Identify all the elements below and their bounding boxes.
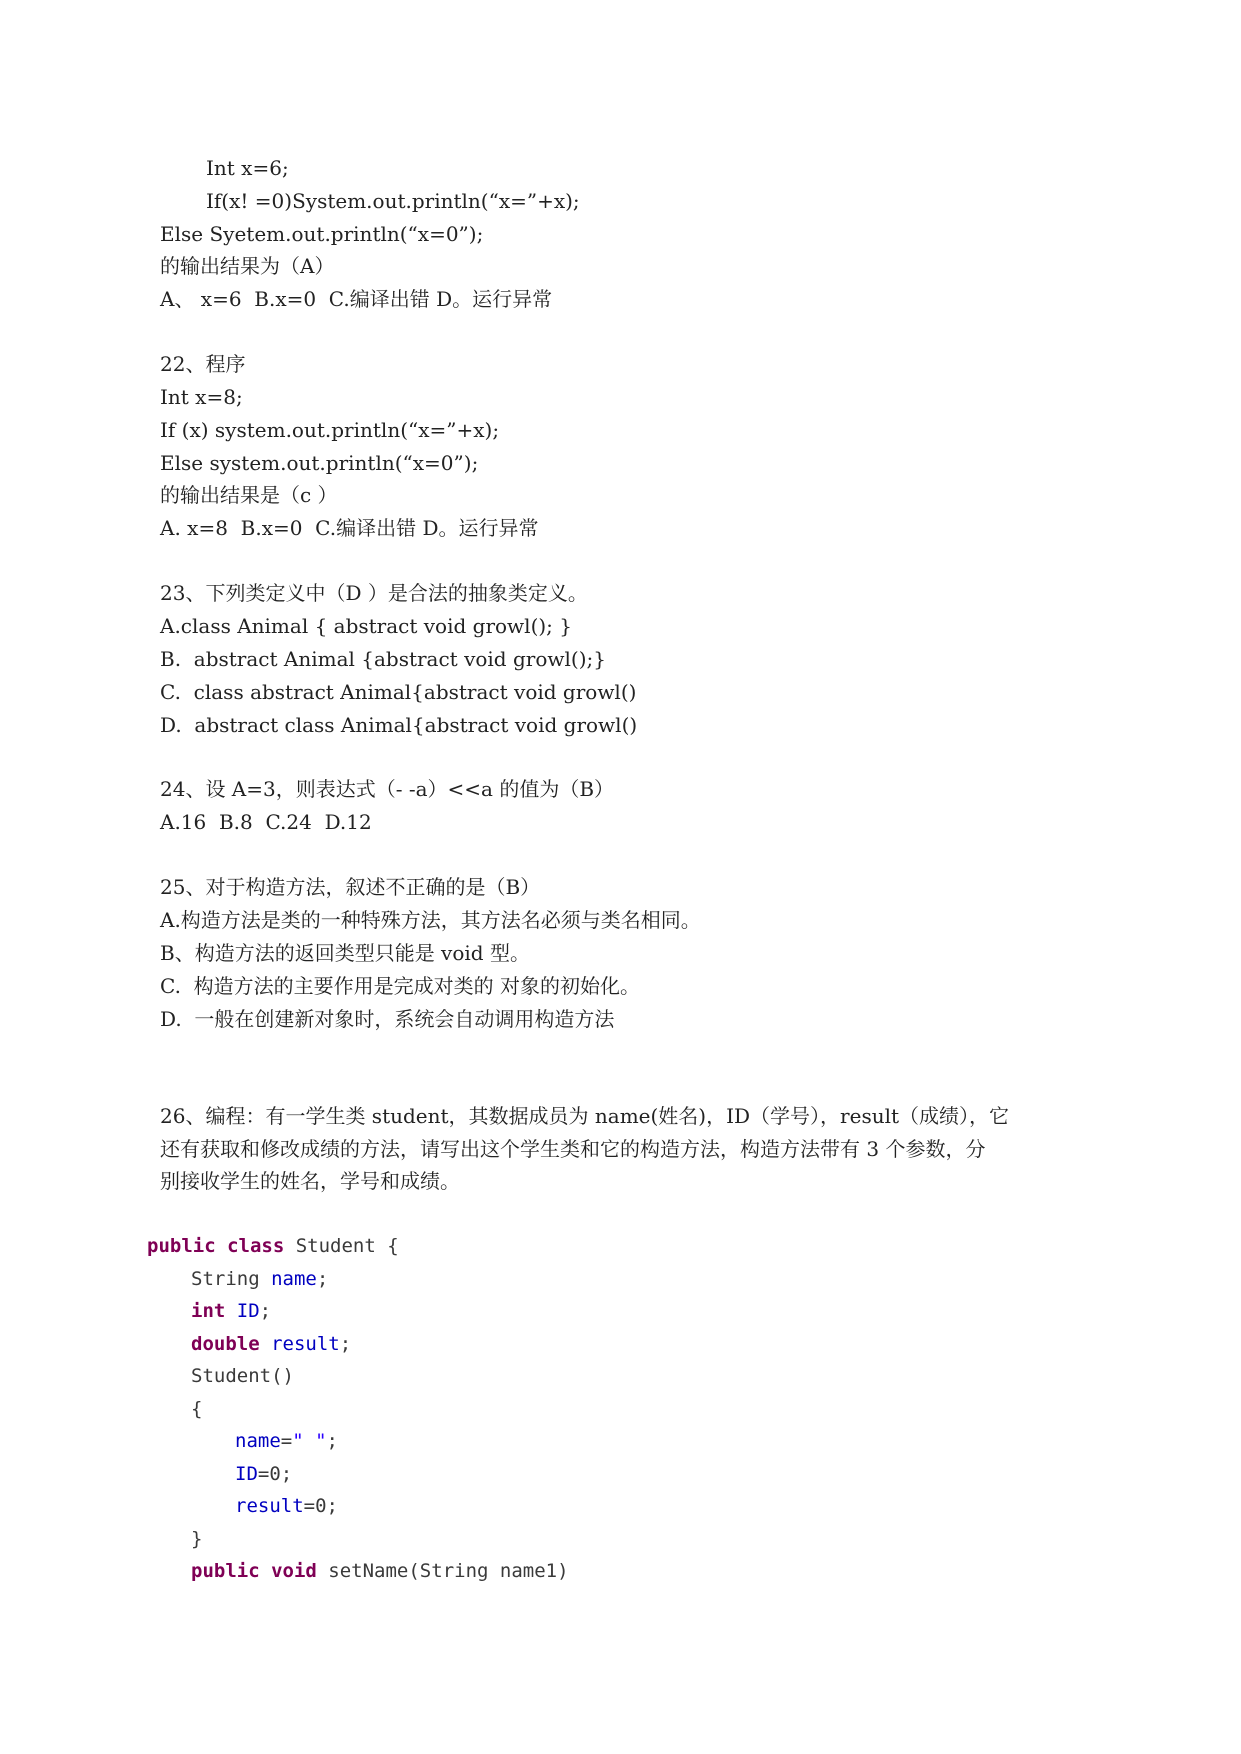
string-literal: " ": [292, 1430, 327, 1452]
keyword-public: public: [191, 1560, 260, 1582]
field-id: ID: [235, 1463, 258, 1485]
question-23-option-b: B. abstract Animal {abstract void growl();}: [160, 647, 606, 671]
class-name: Student {: [284, 1235, 399, 1257]
keyword-public: public: [147, 1235, 216, 1257]
java-constructor-signature: Student(): [191, 1365, 294, 1387]
question-26-line-2: 还有获取和修改成绩的方法，请写出这个学生类和它的构造方法，构造方法带有 3 个参数，分: [160, 1137, 986, 1161]
question-26-line-3: 别接收学生的姓名，学号和成绩。: [160, 1169, 460, 1193]
java-assign-name: [235, 1427, 338, 1455]
semicolon: ;: [259, 1300, 272, 1322]
field-name: name: [235, 1430, 281, 1452]
semicolon: ;: [316, 1268, 329, 1290]
question-24-title: 24、设 A=3，则表达式（- -a）<<a 的值为（B）: [160, 777, 615, 801]
semicolon: ;: [326, 1430, 338, 1452]
question-23-option-c: C. class abstract Animal{abstract void growl(): [160, 680, 637, 704]
java-class-declaration: [147, 1232, 399, 1260]
code-line-if-x8: If (x) system.out.println(“x=”+x);: [160, 418, 500, 442]
field-result: result: [235, 1495, 304, 1517]
question-22-prompt: 的输出结果是（c ）: [160, 483, 338, 507]
code-line-int-x8: Int x=8;: [160, 385, 243, 409]
keyword-double: double: [191, 1333, 260, 1355]
keyword-int: int: [191, 1300, 226, 1322]
question-25-option-b: B、构造方法的返回类型只能是 void 型。: [160, 941, 530, 965]
question-23-title: 23、下列类定义中（D ）是合法的抽象类定义。: [160, 581, 588, 605]
question-21-prompt: 的输出结果为（A）: [160, 254, 335, 278]
field-name: name: [271, 1268, 317, 1290]
code-line-if-x6: If(x! =0)System.out.println(“x=”+x);: [206, 189, 580, 213]
assignment-value: =0;: [257, 1463, 293, 1485]
method-signature: setName(String name1): [316, 1560, 569, 1582]
question-25-option-c: C. 构造方法的主要作用是完成对类的 对象的初始化。: [160, 974, 641, 998]
java-field-name: [191, 1265, 328, 1293]
assignment-value: =0;: [303, 1495, 338, 1517]
keyword-void: void: [271, 1560, 317, 1582]
question-25-title: 25、对于构造方法，叙述不正确的是（B）: [160, 875, 541, 899]
code-line-else-x6: Else Syetem.out.println(“x=0”);: [160, 222, 484, 246]
java-method-setname: [191, 1557, 569, 1585]
question-25-option-d: D. 一般在创建新对象时，系统会自动调用构造方法: [160, 1007, 615, 1031]
java-assign-result: [235, 1492, 338, 1520]
code-line-int-x6: Int x=6;: [206, 156, 289, 180]
question-25-option-a: A.构造方法是类的一种特殊方法，其方法名必须与类名相同。: [160, 908, 701, 932]
question-23-option-a: A.class Animal { abstract void growl(); }: [160, 614, 573, 638]
java-field-id: [191, 1297, 271, 1325]
question-23-option-d: D. abstract class Animal{abstract void growl(): [160, 713, 638, 737]
question-24-options: A.16 B.8 C.24 D.12: [160, 810, 372, 834]
code-line-else-x8: Else system.out.println(“x=0”);: [160, 451, 479, 475]
question-22-title: 22、程序: [160, 352, 246, 376]
equals: =: [280, 1430, 293, 1452]
keyword-class: class: [227, 1235, 285, 1257]
type-string: String: [191, 1268, 272, 1290]
question-21-options: A、 x=6 B.x=0 C.编译出错 D。运行异常: [160, 287, 553, 311]
java-open-brace: {: [191, 1398, 203, 1420]
java-assign-id: [235, 1460, 292, 1488]
field-result: result: [271, 1333, 340, 1355]
java-close-brace: }: [191, 1528, 203, 1550]
field-id: ID: [236, 1300, 260, 1322]
question-26-line-1: 26、编程：有一学生类 student，其数据成员为 name(姓名)，ID（学号），result（成绩），它: [160, 1104, 1010, 1128]
question-22-options: A. x=8 B.x=0 C.编译出错 D。运行异常: [160, 516, 539, 540]
semicolon: ;: [339, 1333, 352, 1355]
java-field-result: [191, 1330, 351, 1358]
